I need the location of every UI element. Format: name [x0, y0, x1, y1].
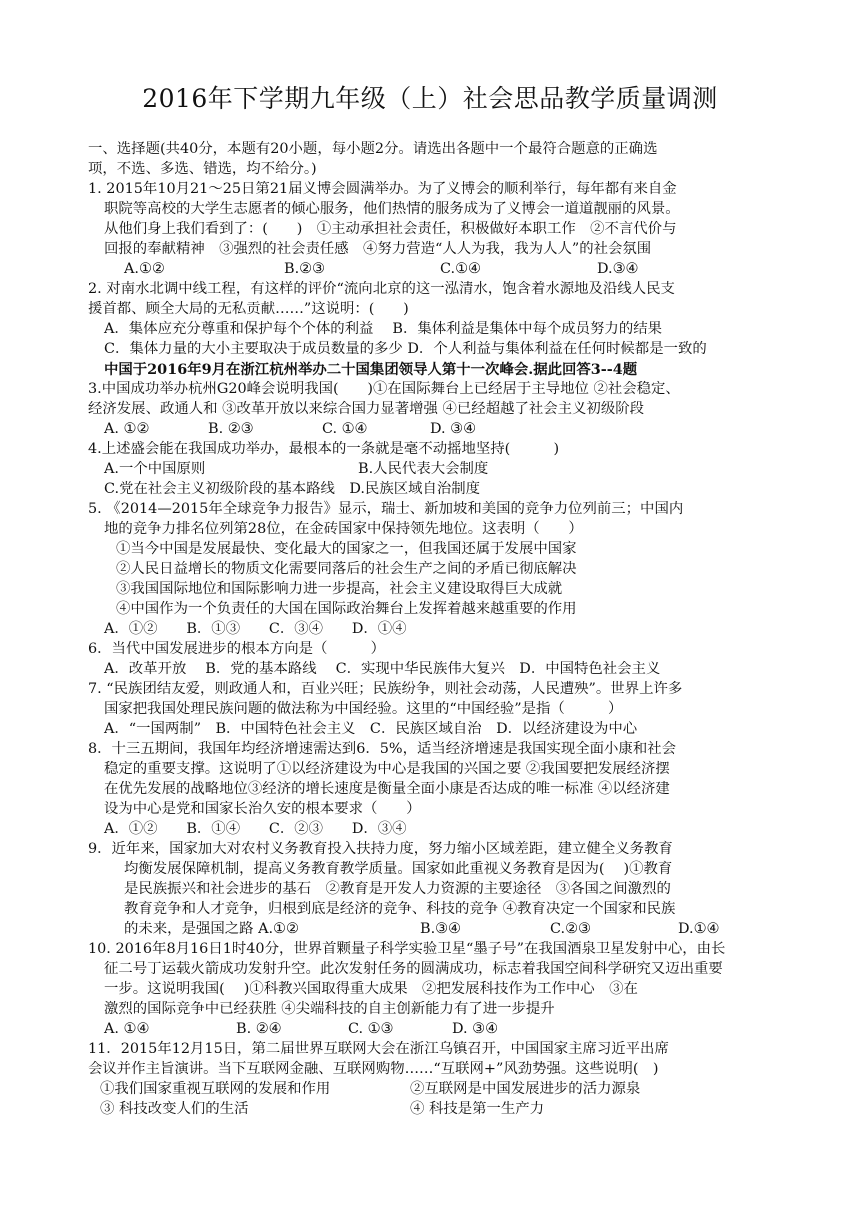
text-line: 8．十三五期间，我国年均经济增速需达到6．5%，适当经济增速是我国实现全面小康和社会 [88, 741, 676, 757]
text-line: C.②③ [550, 921, 591, 937]
text-line: A．①② B．①④ C．②③ D．③④ [104, 821, 407, 837]
text-line: ②互联网是中国发展进步的活力源泉 [410, 1081, 641, 1097]
text-line: 3.中国成功举办杭州G20峰会说明我国( )①在国际舞台上已经居于主导地位 ②社会稳定、 [88, 381, 680, 397]
text-line: A．集体应充分尊重和保护每个个体的利益 B．集体利益是集体中每个成员努力的结果 [104, 321, 662, 337]
text-line: C．集体力量的大小主要取决于成员数量的多少 D．个人利益与集体利益在任何时候都是一致的 [104, 341, 707, 357]
text-line: 6．当代中国发展进步的根本方向是（ ） [88, 641, 385, 657]
text-line: ①当今中国是发展最快、变化最大的国家之一，但我国还属于发展中国家 [116, 541, 577, 557]
text-line: 在优先发展的战略地位③经济的增长速度是衡量全面小康是否达成的唯一标准 ④以经济建 [104, 781, 670, 797]
text-line: 援首都、顾全大局的无私贡献……”这说明：( ) [88, 301, 409, 317]
text-line: ③ 科技改变人们的生活 [100, 1101, 249, 1117]
text-line: ④中国作为一个负责任的大国在国际政治舞台上发挥着越来越重要的作用 [116, 601, 577, 617]
text-line: 是民族振兴和社会进步的基石 ②教育是开发人力资源的主要途径 ③各国之间激烈的 [124, 881, 671, 897]
text-line: 9．近年来，国家加大对农村义务教育投入扶持力度，努力缩小区域差距，建立健全义务教育 [88, 841, 673, 857]
text-line: 稳定的重要支撑。这说明了①以经济建设为中心是我国的兴国之要 ②我国要把发展经济摆 [104, 761, 670, 777]
text-line: 的未来，是强国之路 A.①② [124, 921, 299, 937]
text-line: D.③④ [597, 261, 639, 277]
text-line: 职院等高校的大学生志愿者的倾心服务，他们热情的服务成为了义博会一道道靓丽的风景。 [104, 201, 680, 217]
text-line: C.党在社会主义初级阶段的基本路线 D.民族区域自治制度 [104, 481, 481, 497]
text-line: ④ 科技是第一生产力 [410, 1101, 545, 1117]
text-line: 2. 对南水北调中线工程，有这样的评价“流向北京的这一泓清水，饱含着水源地及沿线人民支 [88, 281, 675, 297]
text-line: A．①② B．①③ C．③④ D．①④ [104, 621, 407, 637]
text-line: D. ③④ [452, 1021, 498, 1037]
text-line: 设为中心是党和国家长治久安的根本要求（ ） [104, 801, 421, 817]
text-line: A. ①② [104, 421, 150, 437]
text-line: 经济发展、政通人和 ③改革开放以来综合国力显著增强 ④已经超越了社会主义初级阶段 [88, 401, 644, 417]
text-line: A. ①④ [104, 1021, 150, 1037]
text-line: 激烈的国际竞争中已经获胜 ④尖端科技的自主创新能力有了进一步提升 [104, 1001, 555, 1017]
text-line: C. ①④ [322, 421, 368, 437]
text-line: C.①④ [440, 261, 481, 277]
text-line: ③我国国际地位和国际影响力进一步提高，社会主义建设取得巨大成就 [116, 581, 563, 597]
text-line: 教育竞争和人才竞争，归根到底是经济的竞争、科技的竞争 ④教育决定一个国家和民族 [124, 901, 676, 917]
text-line: ②人民日益增长的物质文化需要同落后的社会生产之间的矛盾已彻底解决 [116, 561, 577, 577]
text-line: B. ②③ [208, 421, 254, 437]
text-line: B.③④ [420, 921, 461, 937]
text-line: D.①④ [678, 921, 720, 937]
text-line: 4.上述盛会能在我国成功举办，最根本的一条就是毫不动摇地坚持( ) [88, 441, 560, 457]
text-line: A.①② [124, 261, 165, 277]
text-line: 11．2015年12月15日，第二届世界互联网大会在浙江乌镇召开，中国国家主席习近平出席 [88, 1041, 669, 1057]
text-line: C. ①③ [348, 1021, 394, 1037]
text-line: A.一个中国原则 [104, 461, 206, 477]
text-line: 1. 2015年10月21～25日第21届义博会圆满举办。为了义博会的顺利举行，每年都有来自金 [88, 181, 677, 197]
text-line: 10. 2016年8月16日1时40分，世界首颗量子科学实验卫星“墨子号”在我国酒泉卫星发射中心，由长 [88, 941, 726, 957]
text-line: 项，不选、多选、错选，均不给分。) [88, 161, 317, 177]
text-line: 从他们身上我们看到了：( ) ①主动承担社会责任，积极做好本职工作 ②不言代价与 [104, 221, 677, 237]
text-line: B.人民代表大会制度 [358, 461, 489, 477]
text-line: 地的竞争力排名位列第28位，在金砖国家中保持领先地位。这表明（ ） [104, 521, 583, 537]
text-line: 一步。这说明我国( )①科教兴国取得重大成果 ②把发展科技作为工作中心 ③在 [104, 981, 638, 997]
text-line: B. ②④ [236, 1021, 282, 1037]
text-line: 7. “民族团结友爱，则政通人和，百业兴旺；民族纷争，则社会动荡，人民遭殃”。世界上许多 [88, 681, 683, 697]
text-line: B.②③ [284, 261, 325, 277]
text-line: ①我们国家重视互联网的发展和作用 [100, 1081, 331, 1097]
exam-title: 2016年下学期九年级（上）社会思品教学质量调测 [142, 84, 718, 113]
text-line: 5. 《2014—2015年全球竞争力报告》显示，瑞士、新加坡和美国的竞争力位列前三；中国内 [88, 501, 684, 517]
text-line: A．改革开放 B．党的基本路线 C．实现中华民族伟大复兴 D．中国特色社会主义 [104, 661, 661, 677]
text-line: 均衡发展保障机制，提高义务教育教学质量。国家如此重视义务教育是因为( )①教育 [124, 861, 673, 877]
text-line: 征二号丁运载火箭成功发射升空。此次发射任务的圆满成功，标志着我国空间科学研究又迈出重要 [104, 961, 723, 977]
text-line: A．“一国两制” B．中国特色社会主义 C．民族区域自治 D．以经济建设为中心 [104, 721, 638, 737]
text-line: D. ③④ [430, 421, 476, 437]
text-line: 中国于2016年9月在浙江杭州举办二十国集团领导人第十一次峰会.据此回答3--4题 [104, 361, 638, 378]
text-line: 会议并作主旨演讲。当下互联网金融、互联网购物……“互联网+”风劲势强。这些说明( ) [88, 1061, 659, 1077]
text-line: 一、选择题(共40分，本题有20小题，每小题2分。请选出各题中一个最符合题意的正确选 [88, 141, 658, 157]
text-line: 回报的奉献精神 ③强烈的社会责任感 ④努力营造“人人为我，我为人人”的社会氛围 [104, 241, 652, 257]
text-line: 国家把我国处理民族问题的做法称为中国经验。这里的“中国经验”是指（ ） [104, 701, 623, 717]
